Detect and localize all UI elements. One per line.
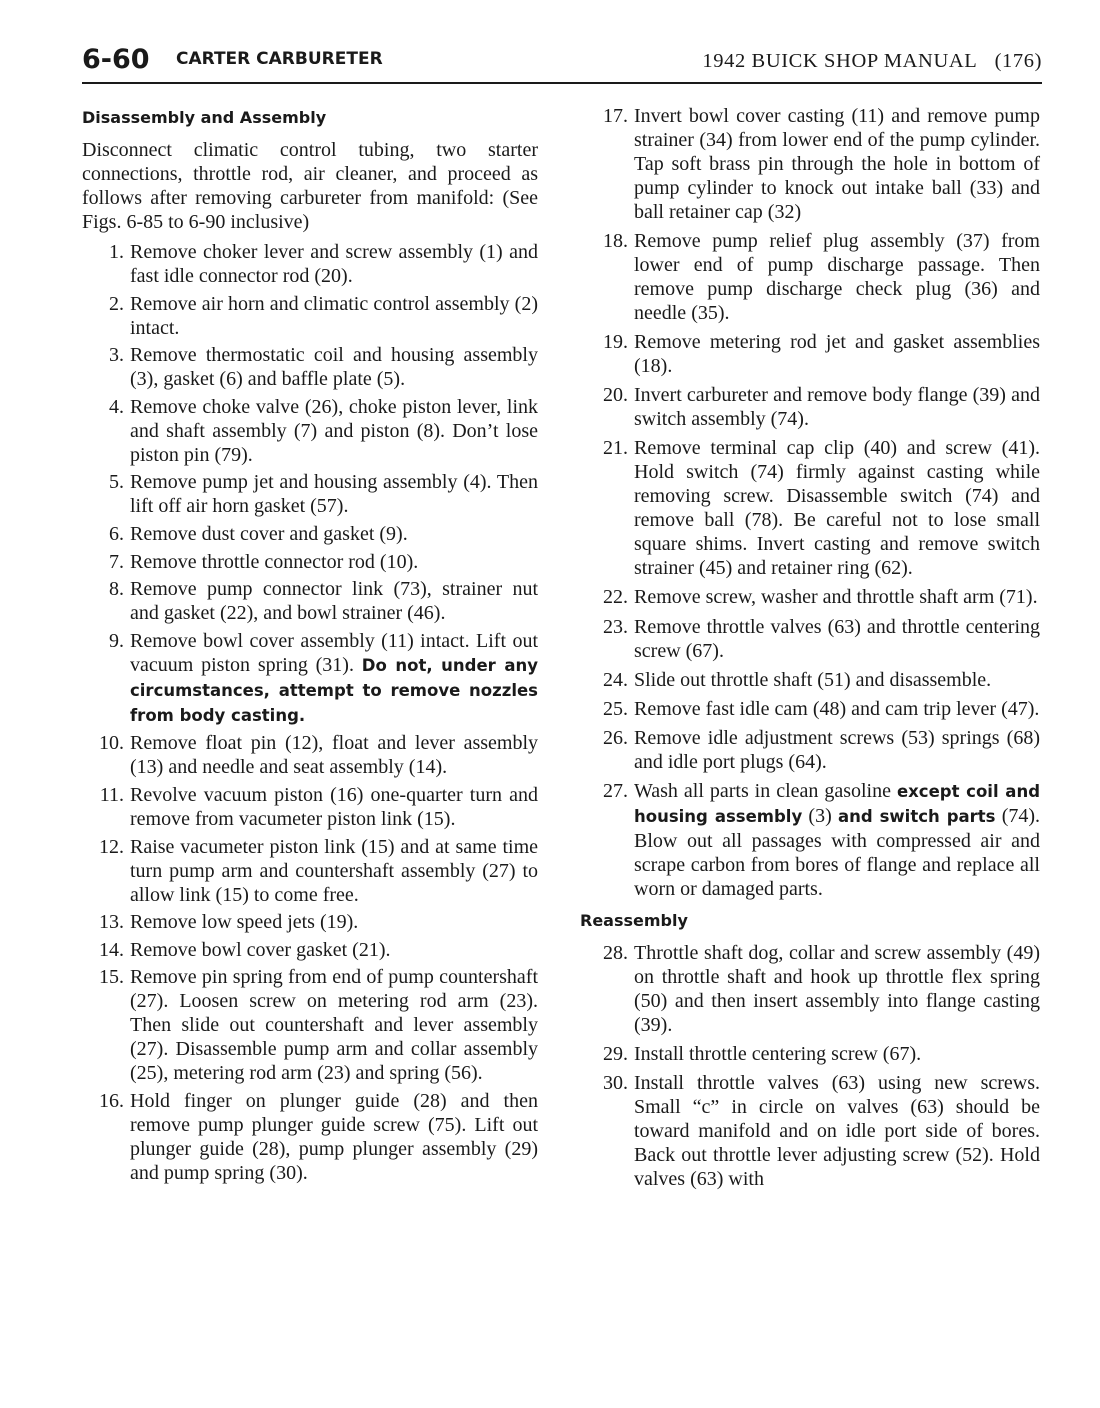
section-heading-disassembly: Disassembly and Assembly (82, 108, 327, 127)
step-number: 13. (99, 911, 124, 934)
list-item (82, 938, 538, 962)
list-item (580, 697, 1040, 721)
page-reference: (176) (994, 50, 1042, 72)
step-text-part: Remove idle adjustment screws (53) springs (68) and idle port plugs (64). (634, 726, 1040, 773)
step-text-part: Remove bowl cover assembly (11) intact. Lift out vacuum piston spring (31). (130, 629, 538, 676)
list-item (82, 965, 538, 1085)
right-step-list (580, 104, 1040, 774)
step-text (634, 615, 1040, 663)
step-text-part: (3) (808, 804, 832, 827)
list-item (82, 910, 538, 934)
step-number: 17. (603, 105, 628, 127)
step-text-part: Remove pin spring from end of pump countershaft (27). Loosen screw on metering rod arm (23). Then slide out countershaft and lever assembly (27). Disassemble pump arm and collar assembly (25), metering rod arm (23) and spring (56). (130, 966, 538, 1085)
step-number: 7. (109, 550, 124, 573)
step-number: 24. (603, 668, 628, 691)
step-text (130, 343, 538, 391)
list-item (82, 550, 538, 574)
step-number: 23. (603, 615, 628, 638)
list-item (580, 1071, 1040, 1191)
step-number: 11. (99, 783, 124, 806)
step-emphasis: except coil and housing assembly (634, 781, 1040, 826)
step-text (634, 726, 1040, 774)
step-number: 15. (99, 966, 124, 989)
step-text-part: Invert bowl cover casting (11) and remove pump strainer (34) from lower end of the pump cylinder. Tap soft brass pin through the hole in bottom of pump cylinder to knock out intake ball (33) and ball retainer cap (32) (634, 105, 1040, 223)
list-item (82, 343, 538, 391)
list-item (580, 668, 1040, 692)
page-header (82, 42, 1042, 82)
list-item (82, 470, 538, 518)
step-text (130, 550, 538, 574)
step-text-part: Remove bowl cover gasket (21). (130, 938, 391, 961)
step-text (634, 1071, 1040, 1191)
step-number: 30. (603, 1072, 628, 1095)
list-item (82, 629, 538, 728)
step-text (130, 577, 538, 625)
right-column (580, 104, 1040, 1196)
manual-title (702, 50, 1042, 73)
step-text-part: Remove metering rod jet and gasket assemblies (18). (634, 331, 1040, 378)
step-text (130, 1089, 538, 1185)
list-item (82, 395, 538, 467)
step-text-part: Remove pump connector link (73), strainer nut and gasket (22), and bowl strainer (46). (130, 578, 538, 625)
step-text (130, 240, 538, 288)
reassembly-step-list (580, 941, 1040, 1191)
step-number: 16. (99, 1089, 124, 1112)
list-item (580, 330, 1040, 378)
list-item (580, 615, 1040, 663)
step-text (130, 395, 538, 467)
step-text (634, 697, 1040, 721)
list-item (580, 436, 1040, 580)
list-item (580, 585, 1040, 609)
section-title: CARTER CARBURETER (176, 49, 383, 69)
page-number: 6-60 (82, 44, 150, 75)
step-text-part: Wash all parts in clean gasoline (634, 779, 891, 802)
step-text (130, 910, 538, 934)
list-item (82, 731, 538, 779)
left-column (82, 104, 538, 1189)
step-text (634, 585, 1040, 609)
step-text-part: Remove float pin (12), float and lever assembly (13) and needle and seat assembly (14). (130, 732, 538, 779)
step-emphasis: and switch parts (837, 806, 996, 826)
list-item (82, 783, 538, 831)
step-number: 20. (603, 384, 628, 407)
step-text (130, 629, 538, 728)
step-text-part: Revolve vacuum piston (16) one-quarter turn and remove from vacumeter piston link (15). (130, 783, 538, 830)
step-text-part: Hold finger on plunger guide (28) and then remove pump plunger guide screw (75). Lift out plunger guide (28), pump plunger assembly (29) and pump spring (30). (130, 1089, 538, 1184)
step-text-part: Remove thermostatic coil and housing assembly (3), gasket (6) and baffle plate (5). (130, 344, 538, 391)
step-number: 14. (99, 938, 124, 961)
step-number: 12. (99, 835, 124, 858)
step-text-part: Remove air horn and climatic control assembly (2) intact. (130, 292, 538, 339)
list-item (580, 383, 1040, 431)
list-item (580, 229, 1040, 325)
step-number: 22. (603, 586, 628, 609)
step-text-part: Remove choker lever and screw assembly (1) and fast idle connector rod (20). (130, 241, 538, 287)
step-text-part: Remove fast idle cam (48) and cam trip lever (47). (634, 697, 1040, 720)
step-emphasis: Do not, under any circumstances, attempt to remove nozzles from body casting. (130, 655, 538, 725)
list-item (82, 522, 538, 546)
step-number: 21. (603, 437, 628, 460)
step-number: 28. (603, 941, 628, 964)
list-item (82, 240, 538, 288)
step-text (634, 941, 1040, 1037)
list-item (580, 779, 1040, 901)
step-text-part: Raise vacumeter piston link (15) and at same time turn pump arm and countershaft assembly (27) to allow link (15) to come free. (130, 835, 538, 906)
list-item (580, 941, 1040, 1037)
step-text-part: Invert carbureter and remove body flange (39) and switch assembly (74). (634, 384, 1040, 431)
step-number: 4. (109, 395, 124, 418)
step-number: 5. (109, 471, 124, 494)
step-text-part: Remove throttle connector rod (10). (130, 550, 419, 573)
step-number: 29. (603, 1043, 628, 1066)
step-text (130, 965, 538, 1085)
step-number: 26. (603, 726, 628, 749)
step-number: 1. (109, 241, 124, 263)
step-text (634, 229, 1040, 325)
step-number: 9. (109, 629, 124, 652)
step-number: 27. (603, 779, 628, 802)
step-text-part: Remove low speed jets (19). (130, 911, 359, 934)
step-text-part: Remove pump jet and housing assembly (4). Then lift off air horn gasket (57). (130, 471, 538, 518)
list-item (82, 1089, 538, 1185)
list-item (82, 835, 538, 907)
step-text (130, 292, 538, 340)
step-text (634, 436, 1040, 580)
list-item (580, 104, 1040, 224)
step-text (130, 938, 538, 962)
step-number: 6. (109, 522, 124, 545)
step-number: 2. (109, 292, 124, 315)
step-text-part: Remove throttle valves (63) and throttle centering screw (67). (634, 615, 1040, 662)
step-text-part: Remove terminal cap clip (40) and screw (41). Hold switch (74) firmly against casting while removing screw. Disassemble switch (74) and remove ball (78). Be careful not to lose small square shims. Invert casting and remove switch strainer (45) and retainer ring (62). (634, 437, 1040, 580)
step-text (634, 104, 1040, 224)
step-text (130, 835, 538, 907)
step-text (634, 330, 1040, 378)
step-number: 18. (603, 230, 628, 253)
step-text-part: Install throttle valves (63) using new screws. Small “c” in circle on valves (63) should be toward manifold and on idle port side of bores. Back out throttle lever adjusting screw (52). Hold valves (63) with (634, 1072, 1040, 1191)
header-rule (82, 82, 1042, 84)
section-heading-reassembly: Reassembly (580, 910, 688, 930)
step-text-part: Install throttle centering screw (67). (634, 1043, 922, 1066)
manual-name: 1942 BUICK SHOP MANUAL (702, 50, 978, 72)
step-text (634, 668, 1040, 692)
intro-paragraph: Disconnect climatic control tubing, two starter connections, throttle rod, air cleaner, and proceed as follows after removing carbureter from manifold: (See Figs. 6-85 to 6-90 inclusive) (82, 139, 538, 233)
step-text-part: Throttle shaft dog, collar and screw assembly (49) on throttle shaft and hook up throttle flex spring (50) and then insert assembly into flange casting (39). (634, 941, 1040, 1036)
list-item (580, 726, 1040, 774)
step-text-part: Remove choke valve (26), choke piston lever, link and shaft assembly (7) and piston (8). Don’t lose piston pin (79). (130, 395, 538, 466)
step-text (130, 470, 538, 518)
step-text-part: Remove pump relief plug assembly (37) from lower end of pump discharge passage. Then remove pump discharge check plug (36) and needle (35). (634, 230, 1040, 325)
step-number: 10. (99, 732, 124, 755)
step-number: 8. (109, 578, 124, 601)
list-item (82, 577, 538, 625)
list-item (82, 292, 538, 340)
step-text (634, 779, 1040, 901)
step-text (634, 383, 1040, 431)
step-text-part: Slide out throttle shaft (51) and disassemble. (634, 668, 992, 691)
step-text-part: Remove screw, washer and throttle shaft arm (71). (634, 586, 1038, 609)
step-text (130, 783, 538, 831)
step-number: 25. (603, 697, 628, 720)
step-text-part: (74). Blow out all passages with compressed air and scrape carbon from bores of flange and replace all worn or damaged parts. (634, 804, 1041, 900)
step-text (130, 522, 538, 546)
step-text (634, 1042, 1040, 1066)
step-number: 19. (603, 331, 628, 354)
step-text-part: Remove dust cover and gasket (9). (130, 522, 408, 545)
left-step-list (82, 240, 538, 1185)
step-text (130, 731, 538, 779)
step-number: 3. (109, 344, 124, 367)
list-item (580, 1042, 1040, 1066)
